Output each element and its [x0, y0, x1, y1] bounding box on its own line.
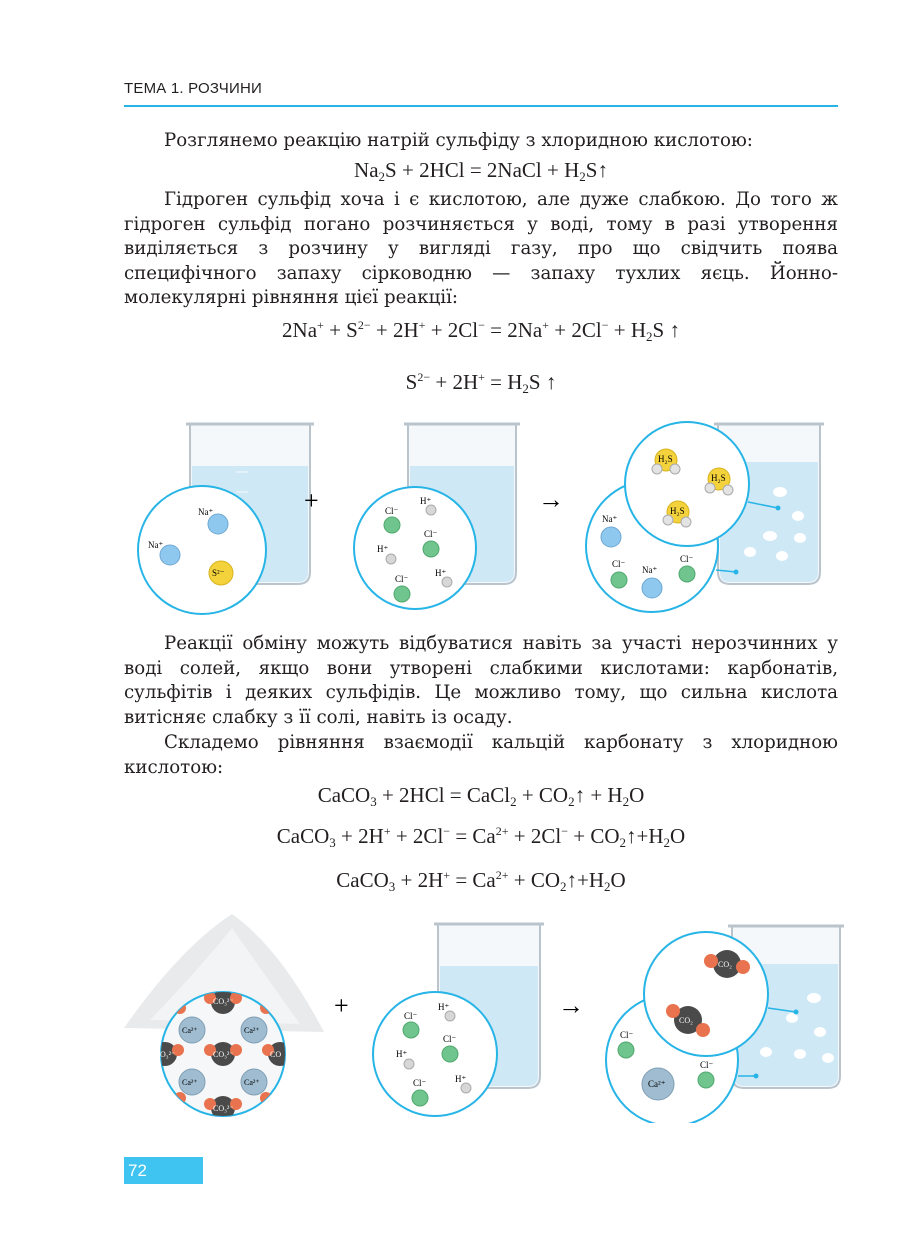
chloride-ion — [394, 586, 410, 602]
page-number: 72 — [124, 1157, 203, 1184]
chloride-ion — [618, 1042, 634, 1058]
chloride-ion — [611, 572, 627, 588]
paragraph-h2s: Гідроген сульфід хоча і є кислотою, але дуже слабкою. До того ж гідроген сульфід погано розчиняється у воді, тому в разі утворення виділяється з розчину у вигляді газу, про що свідчить поява специфічного запаху сірководню — запаху тухлих яєць. Йонно-молекулярні рівняння цієї реакції: — [124, 189, 838, 308]
hydrogen-ion — [404, 1059, 414, 1069]
chloride-ion — [403, 1022, 419, 1038]
equation-molecular-1: $Na_2S + 2HCl$ = 2NaCl + $H_2S↑$ — [354, 158, 608, 184]
equation-ionic-short-2: CaCO$_3$ + $2H^+ = Ca^{2+}$ + $CO_2↑+H_2O$ — [336, 868, 626, 894]
ion-label: Cl⁻ — [443, 1034, 457, 1044]
ion-label: O₃²⁻ — [160, 1050, 176, 1059]
ion-label: Na⁺ — [198, 507, 214, 517]
ion-label: H⁺ — [377, 544, 389, 554]
ion-label: Ca²⁺ — [182, 1078, 198, 1087]
hydrogen-ion — [442, 577, 452, 587]
ion-label: Na⁺ — [642, 565, 658, 575]
hydrogen-ion — [445, 1011, 455, 1021]
sodium-ion — [642, 578, 662, 598]
ion-label: Na⁺ — [148, 540, 164, 550]
ion-label: Cl⁻ — [404, 1011, 418, 1021]
equation-ionic-full-1: $2Na^+ + S^{2-} + 2H^+ + 2Cl^- = 2Na^+ + 2Cl^- + H_2S$ ↑ — [282, 318, 680, 344]
ion-label: Ca²⁺ — [244, 1078, 260, 1087]
ion-label: Ca²⁺ — [244, 1026, 260, 1035]
ion-label: S²⁻ — [212, 568, 225, 578]
pointer-dot — [794, 1010, 799, 1015]
chloride-ion — [698, 1072, 714, 1088]
ion-label: Cl⁻ — [612, 559, 626, 569]
ion-label: H⁺ — [435, 568, 447, 578]
pointer-dot — [776, 506, 781, 511]
molecule-label: H₂S — [711, 473, 726, 483]
molecule-label: CO₂ — [679, 1016, 693, 1025]
ion-label: CO₃²⁻ — [213, 997, 234, 1006]
reaction-figure-sulfide — [120, 412, 850, 618]
ion-label: Cl⁻ — [680, 554, 694, 564]
sodium-ion — [601, 527, 621, 547]
ion-label: Cl⁻ — [424, 529, 438, 539]
ion-label: Ca²⁺ — [648, 1079, 666, 1089]
chloride-ion — [412, 1090, 428, 1106]
ion-label: H⁺ — [420, 496, 432, 506]
reaction-arrow: → — [558, 991, 584, 1020]
chloride-ion — [384, 517, 400, 533]
ion-label: H⁺ — [438, 1002, 450, 1012]
chloride-ion — [423, 541, 439, 557]
reaction-figure-carbonate — [120, 908, 850, 1123]
ion-label: Cl⁻ — [700, 1060, 714, 1070]
ion-zoom-circle-middle — [373, 992, 497, 1116]
ion-label: H⁺ — [455, 1074, 467, 1084]
molecule-label: CO₂ — [718, 960, 732, 969]
molecule-label: H₂S — [670, 506, 685, 516]
pointer-dot — [734, 570, 739, 575]
pointer-dot — [754, 1074, 759, 1079]
chloride-ion — [442, 1046, 458, 1062]
ion-label: CO — [270, 1050, 282, 1059]
ion-label: H⁺ — [396, 1049, 408, 1059]
ion-zoom-circle-left — [138, 486, 266, 614]
hydrogen-ion — [386, 554, 396, 564]
paragraph-caco3-intro: Складемо рівняння взаємодії кальцій карбонату з хлоридною кислотою: — [124, 732, 838, 778]
ion-label: Ca²⁺ — [182, 1026, 198, 1035]
equation-molecular-2: CaCO$_3$ + 2HCl = CaCl$_2$ + $CO_2↑ + H_2O$ — [317, 783, 645, 809]
gas-zoom-circle — [644, 932, 768, 1056]
ion-zoom-circle-middle — [354, 487, 476, 609]
ion-label: Cl⁻ — [385, 506, 399, 516]
ion-label: Cl⁻ — [413, 1078, 427, 1088]
equation-ionic-short-1: $S^{2-} + 2H^+ = H_2S$ ↑ — [405, 370, 557, 396]
plus-sign: + — [304, 486, 319, 515]
molecule-label: H₂S — [658, 454, 673, 464]
chloride-ion — [679, 566, 695, 582]
hydrogen-ion — [426, 505, 436, 515]
hydrogen-ion — [461, 1083, 471, 1093]
plus-sign: + — [334, 991, 349, 1020]
ion-label: CO₃²⁻ — [213, 1050, 234, 1059]
chapter-header: ТЕМА 1. РОЗЧИНИ — [124, 80, 262, 97]
sodium-ion — [208, 514, 228, 534]
header-divider — [124, 105, 838, 107]
ion-label: Cl⁻ — [395, 574, 409, 584]
ion-label: CO₃²⁻ — [213, 1104, 234, 1113]
equation-ionic-full-2: CaCO$_3$ + $2H^+ + 2Cl^- = Ca^{2+} + 2Cl^-$ + $CO_2↑+H_2O$ — [276, 824, 686, 850]
ion-label: Na⁺ — [602, 514, 618, 524]
reaction-arrow: → — [538, 485, 564, 514]
paragraph-insoluble-salts: Реакції обміну можуть відбуватися навіть за участі нерозчинних у воді солей, якщо вони утворені слабкими кислотами: карбонатів, сульфітів і деяких сульфідів. Це можливо тому, що сильна кислота витісняє слабку з її солі, навіть із осаду. — [124, 633, 838, 728]
ion-label: Cl⁻ — [620, 1030, 634, 1040]
paragraph-intro: Розглянемо реакцію натрій сульфіду з хлоридною кислотою: — [164, 130, 753, 151]
